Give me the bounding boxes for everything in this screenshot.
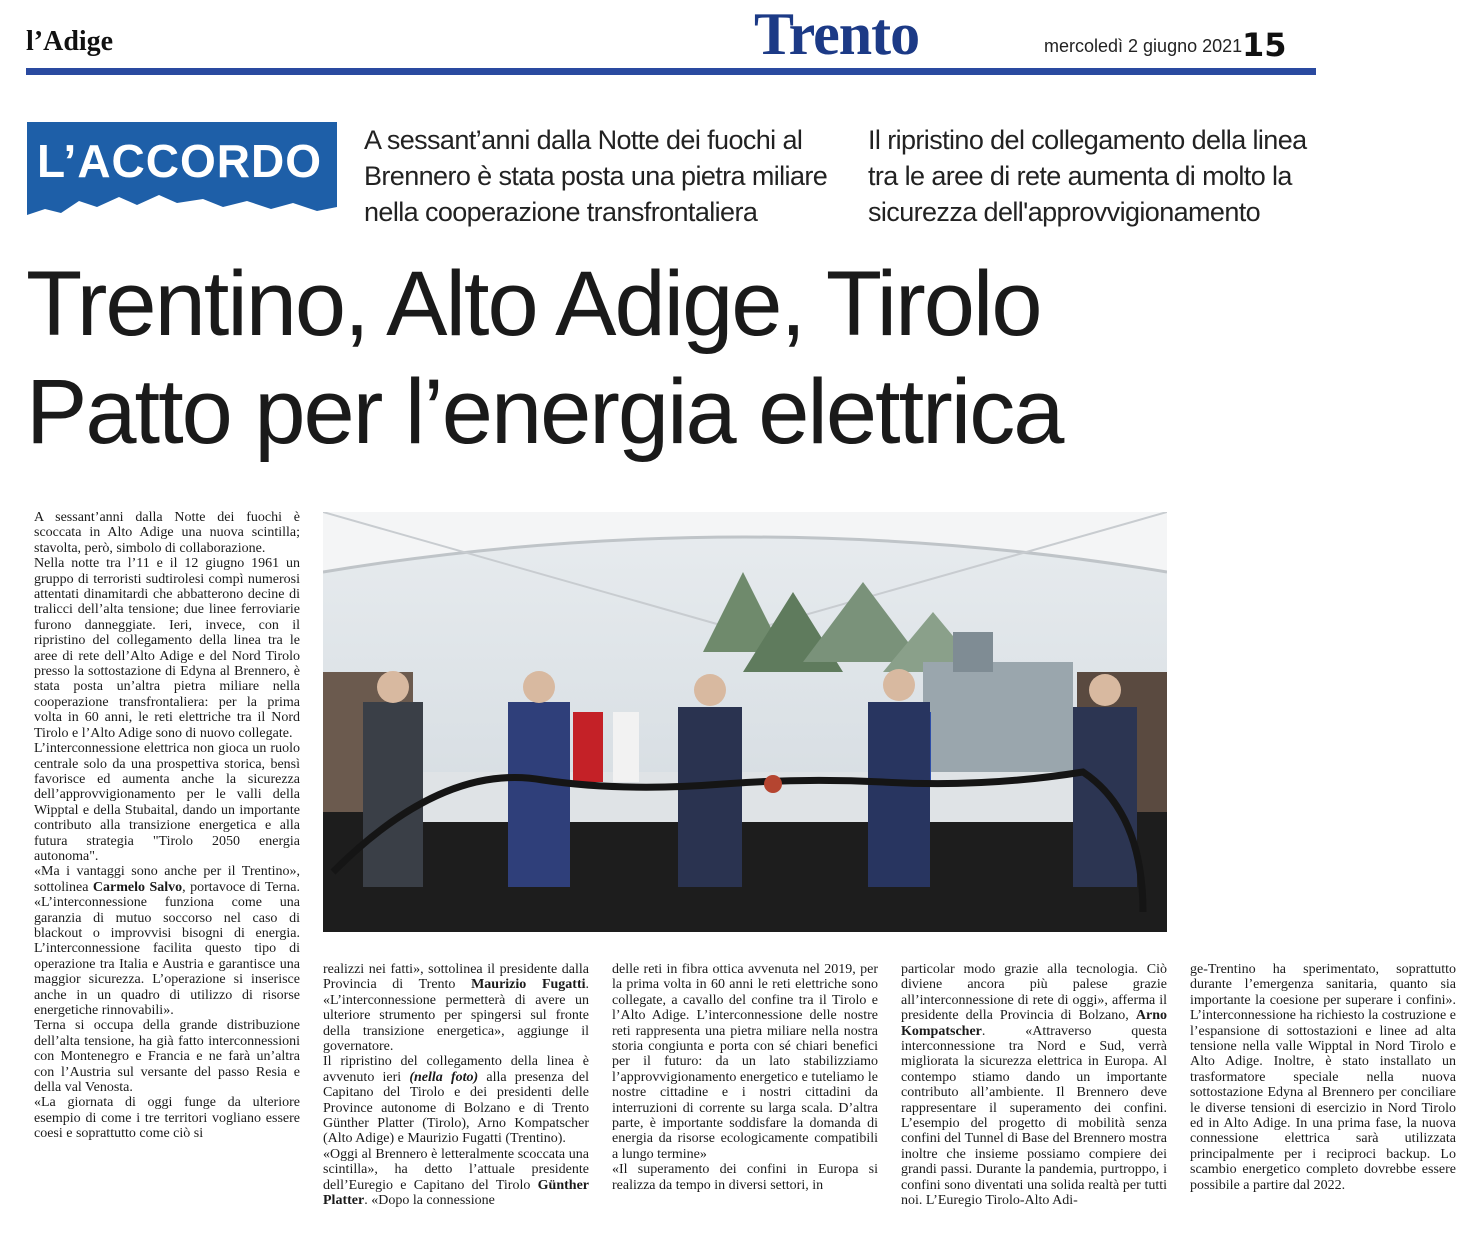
text-run: alla presenza del Capitano del Tirolo e dei presidenti delle Province autonome di Bolzano e di Trento Günther Platter (Tirolo), Arno Kompatscher (Alto Adige) e Maurizio Fugatti (Trentino). [323, 1069, 590, 1147]
text-run: particolar modo grazie alla tecnologia. Ciò diviene ancora più palese grazie all’interconnessione di rete di oggi», afferma il presidente della Provincia di Bolzano, [901, 962, 1167, 1024]
text-run: realizzi nei fatti», sottolinea il presidente dalla Provincia di Trento [323, 962, 589, 993]
paragraph [34, 864, 300, 1018]
paragraph: ge-Trentino ha sperimentato, soprattutto durante l’emergenza sanitaria, quanto sia importante la coesione per superare i confini». L’interconnessione ha richiesto la costruzione e l’espansione di sottostazioni e linee ad alta tensione nella valle Wipptal in Nord Tirolo e Alto Adige. Inoltre, è stato installato un trasformatore speciale nella nuova sottostazione Edyna al Brennero per conciliare le diverse tensioni di esercizio in Nord Tirolo ed in Alto Adige. In una prima fase, la nuova connessione elettrica sarà utilizzata principalmente per i reciproci backup. Lo scambio energetico completo dovrebbe essere possibile a partire dal 2022. [1190, 962, 1456, 1193]
paragraph: L’interconnessione elettrica non gioca un ruolo centrale solo da una prospettiva storica, bensì favorisce ed aumenta anche la sicurezza dell’approvvigionamento per le valli della Wipptal e della Stubaital, dando un importante contributo alla transizione energetica e alla futura strategia "Tirolo 2050 energia autonoma". [34, 741, 300, 864]
paragraph: «La giornata di oggi funge da ulteriore esempio di come i tre territori vogliano essere coesi e soprattutto come ciò si [34, 1095, 300, 1142]
photo-reference: (nella foto) [409, 1069, 479, 1085]
headline-line-1: Trentino, Alto Adige, Tirolo [26, 253, 1041, 355]
article-column-4 [901, 962, 1167, 1209]
paragraph: «Il superamento dei confini in Europa si realizza da tempo in diversi settori, in [612, 1162, 878, 1193]
person-name: Carmelo Salvo [92, 879, 183, 895]
text-run: . «Attraverso questa interconnessione tra Nord e Sud, verrà migliorata la sicurezza elettrica in Europa. Al contempo stiamo dando un importante contributo all’ambiente. Il Brennero deve rappresentare il superamento dei confini. L’esempio del progetto di mobilità senza confini del Tunnel di Base del Brennero mostra inoltre che insieme possiamo compiere dei grandi passi. Durante la pandemia, purtroppo, i confini sono diventati una solida realtà per tutti noi. L’Euregio Tirolo-Alto Adi- [901, 1023, 1167, 1209]
mountain-silhouette-icon [27, 187, 337, 227]
photo-illustration [323, 512, 1167, 932]
text-run: . «L’interconnessione permetterà di avere un ulteriore strumento per spingersi sul fronte della transizione energetica», aggiunge il governatore. [323, 977, 589, 1055]
subheading-right: Il ripristino del collegamento della linea tra le aree di rete aumenta di molto la sicurezza dell'approvvigionamento [868, 125, 1307, 227]
paragraph: Terna si occupa della grande distribuzione dell’alta tensione, ha già fatto interconnessioni con Montenegro e Francia e ne farà un’altra con l’Austria sul versante del passo Resia e della val Venosta. [34, 1018, 300, 1096]
headline [26, 250, 1446, 466]
header-rule [26, 68, 1316, 75]
article-column-3 [612, 962, 878, 1193]
issue-date: mercoledì 2 giugno 2021 [1044, 36, 1243, 56]
headline-line-2: Patto per l’energia elettrica [26, 361, 1063, 463]
article-column-2 [323, 962, 589, 1209]
paragraph [323, 1147, 589, 1209]
section-title: Trento [754, 1, 920, 67]
text-run: Il ripristino del collegamento della linea è avvenuto ieri [323, 1054, 589, 1085]
section-tag [27, 122, 337, 227]
masthead [0, 0, 1467, 80]
paragraph: delle reti in fibra ottica avvenuta nel 2019, per la prima volta in 60 anni le reti elettriche sono collegate, a cavallo del confine tra il Tirolo e l’Alto Adige. L’interconnessione delle nostre reti rappresenta una pietra miliare nella nostra storia congiunta e porta con sé chiari benefici per il futuro: da un lato stabilizziamo l’approvvigionamento energetico e tuteliamo le nostre cittadine e i nostri cittadini da interruzioni di corrente su larga scala. D’altra parte, è importante soddisfare la domanda di energia da risorse ecologicamente compatibili a lungo termine» [612, 962, 878, 1162]
section-tag-label: L’ACCORDO [37, 135, 322, 187]
page-number: 15 [1242, 26, 1287, 64]
article-photo [323, 512, 1167, 932]
text-run: . «Dopo la connessione [364, 1193, 495, 1209]
person-name: Günther Platter [323, 1177, 589, 1209]
article-column-1 [34, 510, 300, 1142]
subheading-left: A sessant’anni dalla Notte dei fuochi al Brennero è stata posta una pietra miliare nella cooperazione transfrontaliera [364, 125, 828, 227]
text-run: , portavoce di Terna. «L’interconnessione funziona come una garanzia di mutuo soccorso nel caso di blackout o improvvisi bisogni di energia. L’interconnessione facilita questo tipo di operazione tra Italia e Austria e garantisce una maggior sicurezza. L’operazione si inserisce anche in un quadro di utilizzo di risorse energetiche rinnovabili». [34, 879, 301, 1018]
person-name: Arno Kompatscher [901, 1008, 1167, 1039]
newspaper-logo: l’Adige [26, 26, 114, 57]
article-column-5 [1190, 962, 1456, 1193]
paragraph [323, 962, 589, 1054]
text-run: «Oggi al Brennero è letteralmente scoccata una scintilla», ha detto l’attuale presidente dell’Euregio e Capitano del Tirolo [323, 1146, 589, 1193]
text-run: «Ma i vantaggi sono anche per il Trentino», sottolinea [34, 864, 300, 895]
paragraph: A sessant’anni dalla Notte dei fuochi è scoccata in Alto Adige una nuova scintilla; stavolta, però, simbolo di collaborazione. [34, 510, 300, 556]
paragraph [323, 1054, 589, 1146]
person-name: Maurizio Fugatti [471, 977, 586, 993]
paragraph: Nella notte tra l’11 e il 12 giugno 1961 un gruppo di terroristi sudtirolesi compì numerosi attentati dinamitardi che abbatterono decine di tralicci dell’alta tensione; due linee ferroviarie furono danneggiate. Ieri, invece, con il ripristino del collegamento della linea tra le aree di rete dell’Alto Adige e del Nord Tirolo presso la sottostazione di Edyna al Brennero, è stata posta un’altra pietra miliare nella cooperazione transfrontaliera: per la prima volta in 60 anni, le reti elettriche tra il Nord Tirolo e l’Alto Adige sono di nuovo collegate. [34, 556, 300, 741]
paragraph [901, 962, 1167, 1209]
